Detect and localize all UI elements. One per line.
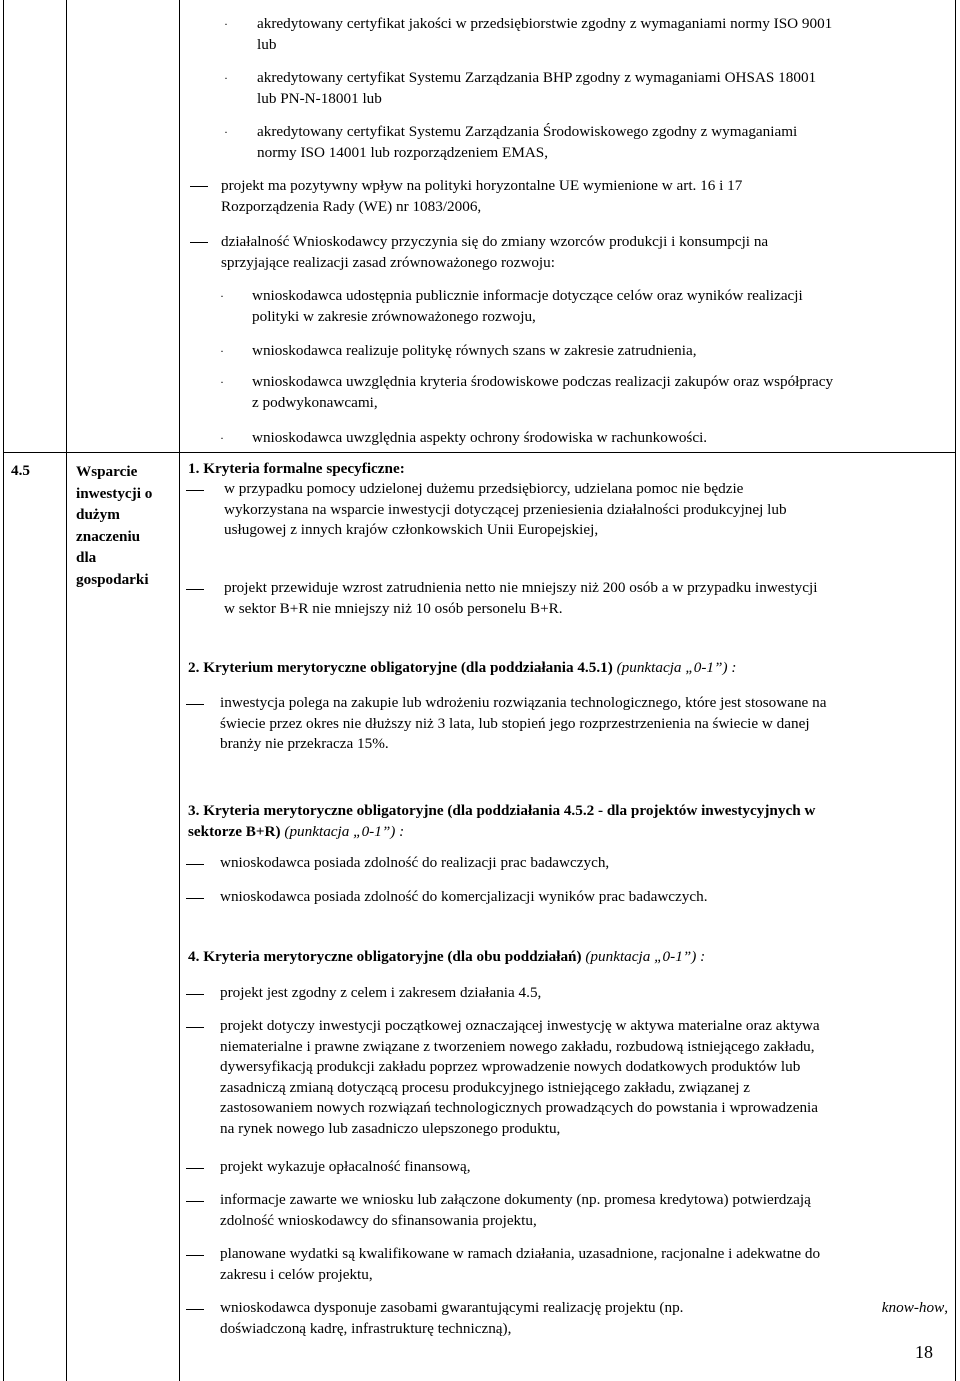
- dash-icon: [186, 589, 204, 590]
- bullet-icon: ·: [224, 125, 228, 139]
- criteria-3-item: wnioskodawca posiada zdolność do realizacji prac badawczych,: [220, 854, 610, 871]
- dash-icon: [186, 898, 204, 899]
- criteria-1-item: projekt przewiduje wzrost zatrudnienia netto nie mniejszy niż 200 osób a w przypadku inwestycji w sektor B+R nie mniejszy niż 10 osób personelu B+R.: [224, 579, 818, 617]
- criteria-4-item: projekt jest zgodny z celem i zakresem działania 4.5,: [220, 984, 542, 1001]
- horizontal-policy-item: projekt ma pozytywny wpływ na polityki horyzontalne UE wymienione w art. 16 i 17 Rozporządzenia Rady (WE) nr 1083/2006,: [221, 177, 743, 215]
- table-col-divider-2: [179, 0, 180, 1381]
- dash-icon: [186, 704, 204, 705]
- dash-icon: [186, 1027, 204, 1028]
- dash-icon: [186, 490, 204, 491]
- bullet-icon: ·: [224, 71, 228, 85]
- table-right-border: [955, 0, 956, 1381]
- dash-icon: [186, 994, 204, 995]
- criteria-2-item: inwestycja polega na zakupie lub wdrożeniu rozwiązania technologicznego, które jest stosowane na świecie przez okres nie dłuższy niż 3 lata, lub stopień jego rozprzestrzenienia na świecie w danej branży nie przekracza 15%.: [220, 694, 827, 752]
- dash-icon: [186, 1201, 204, 1202]
- list-item: wnioskodawca uwzględnia aspekty ochrony środowiska w rachunkowości.: [252, 429, 708, 446]
- criteria-4-item: planowane wydatki są kwalifikowane w ramach działania, uzasadnione, racjonalne i adekwatne do zakresu i celów projektu,: [220, 1245, 821, 1283]
- dash-icon: [186, 1255, 204, 1256]
- sustainable-dev-item: działalność Wnioskodawcy przyczynia się do zmiany wzorców produkcji i konsumpcji na sprzyjające realizacji zasad zrównoważonego rozwoju:: [221, 233, 769, 271]
- bullet-icon: ·: [220, 431, 224, 445]
- criteria-3-header: 3. Kryteria merytoryczne obligatoryjne (dla poddziałania 4.5.2 - dla projektów inwestycyjnych w sektorze B+R) (punktacja „0-1”) :: [188, 802, 816, 840]
- table-left-border: [3, 0, 4, 1381]
- page-number: 18: [915, 1342, 933, 1362]
- bullet-icon: ·: [224, 17, 228, 31]
- row-divider: [3, 452, 956, 453]
- list-item: wnioskodawca realizuje politykę równych szans w zakresie zatrudnienia,: [252, 342, 697, 359]
- list-item: wnioskodawca uwzględnia kryteria środowiskowe podczas realizacji zakupów oraz współpracy z podwykonawcami,: [252, 373, 834, 411]
- dash-icon: [186, 1168, 204, 1169]
- dash-icon: [190, 186, 208, 187]
- dash-icon: [186, 864, 204, 865]
- bullet-icon: ·: [220, 375, 224, 389]
- list-item: wnioskodawca udostępnia publicznie informacje dotyczące celów oraz wyników realizacji polityki w zakresie zrównoważonego rozwoju,: [252, 287, 803, 325]
- bullet-icon: ·: [220, 344, 224, 358]
- dash-icon: [190, 242, 208, 243]
- list-item: akredytowany certyfikat jakości w przedsiębiorstwie zgodny z wymaganiami normy ISO 9001 lub: [257, 15, 833, 53]
- criteria-4-item: projekt dotyczy inwestycji początkowej oznaczającej inwestycję w aktywa materialne oraz aktywa niematerialne i prawne związane z tworzeniem nowego zakładu, rozbudową istniejącego zakładu, dywersyfikacją produkcji zakładu poprzez wprowadzenie nowych dodatkowych produktów lub zasadniczą zmianą dotyczącą procesu produkcyjnego istniejącego zakładu, związanej z zastosowaniem nowych rozwiązań technologicznych prowadzących do powstania i wprowadzenia na rynek nowego lub zasadniczo ulepszonego produktu,: [220, 1017, 820, 1137]
- criteria-3-item: wnioskodawca posiada zdolność do komercjalizacji wyników prac badawczych.: [220, 888, 708, 905]
- bullet-icon: ·: [220, 289, 224, 303]
- list-item: akredytowany certyfikat Systemu Zarządzania BHP zgodny z wymaganiami OHSAS 18001 lub PN-N-18001 lub: [257, 69, 817, 107]
- criteria-4-item: informacje zawarte we wniosku lub załączone dokumenty (np. promesa kredytowa) potwierdzają zdolność wnioskodawcy do sfinansowania projektu,: [220, 1191, 811, 1229]
- list-item: akredytowany certyfikat Systemu Zarządzania Środowiskowego zgodny z wymaganiami normy ISO 14001 lub rozporządzeniem EMAS,: [257, 123, 798, 161]
- table-col-divider-1: [66, 0, 67, 1381]
- section-name: Wsparcie inwestycji o dużym znaczeniu dla gospodarki: [76, 463, 153, 588]
- criteria-4-header: 4. Kryteria merytoryczne obligatoryjne (dla obu poddziałań) (punktacja „0-1”) :: [188, 948, 706, 965]
- criteria-4-item: projekt wykazuje opłacalność finansową,: [220, 1158, 471, 1175]
- criteria-2-header: 2. Kryterium merytoryczne obligatoryjne (dla poddziałania 4.5.1) (punktacja „0-1”) :: [188, 659, 737, 676]
- criteria-1-item: w przypadku pomocy udzielonej dużemu przedsiębiorcy, udzielana pomoc nie będzie wykorzystana na wsparcie inwestycji dotyczącej przeniesienia działalności produkcyjnej lub usługowej z innych krajów członkowskich Unii Europejskiej,: [224, 480, 787, 538]
- section-number: 4.5: [11, 462, 30, 479]
- criteria-4-item: wnioskodawca dysponuje zasobami gwarantującymi realizację projektu (np. know-how, doświadczoną kadrę, infrastrukturę techniczną),: [220, 1299, 948, 1337]
- criteria-1-header: 1. Kryteria formalne specyficzne:: [188, 460, 405, 477]
- dash-icon: [186, 1309, 204, 1310]
